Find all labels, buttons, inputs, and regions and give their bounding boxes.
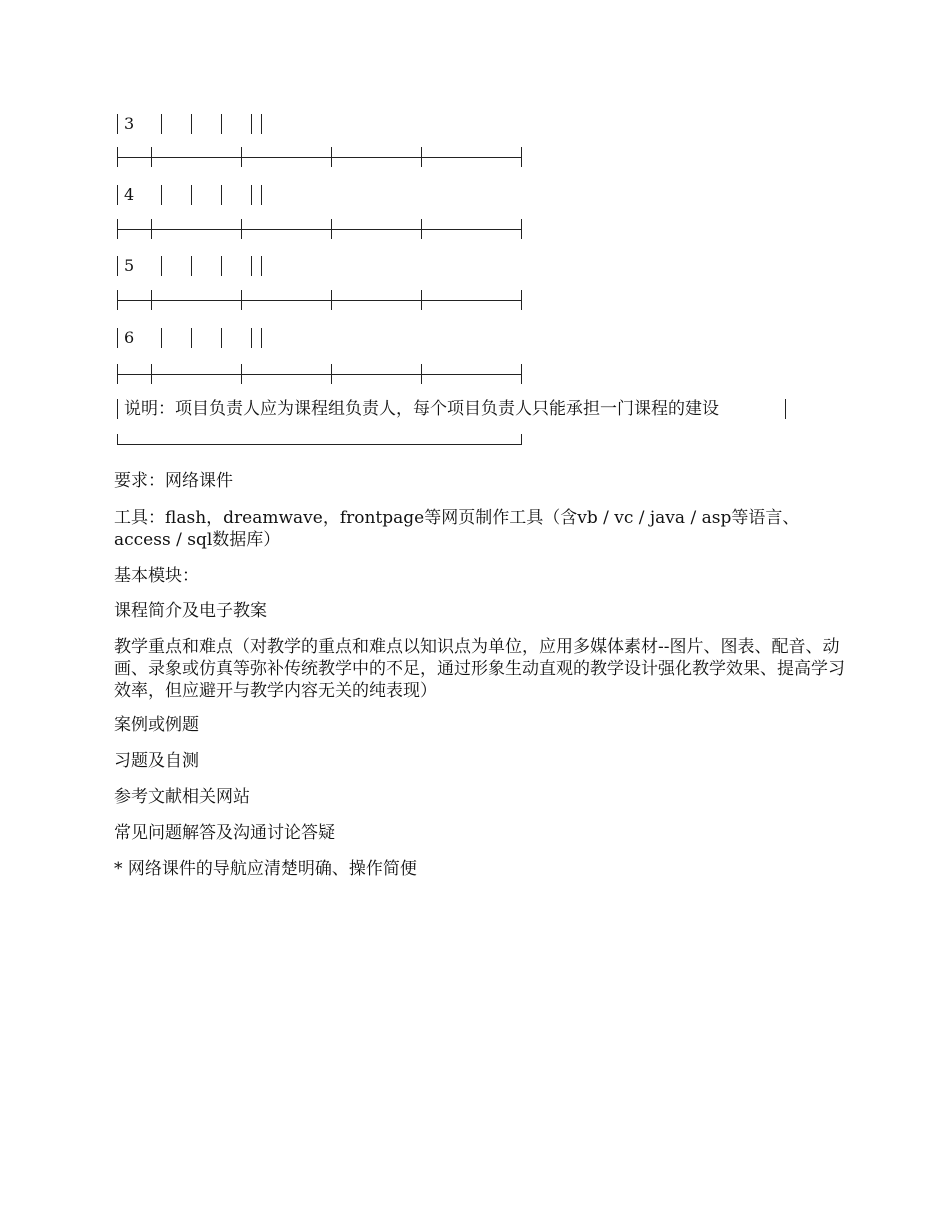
- module-item: 习题及自测: [114, 751, 199, 771]
- module-item: 课程简介及电子教案: [114, 601, 267, 621]
- module-item: 教学重点和难点（对教学的重点和难点以知识点为单位，应用多媒体素材--图片、图表、配音、动画、录象或仿真等弥补传统教学中的不足，通过形象生动直观的教学设计强化教学效果、提高学习效率，但应避开与教学内容无关的纯表现）: [114, 637, 845, 701]
- table-note: 说明：项目负责人应为课程组负责人，每个项目负责人只能承担一门课程的建设: [124, 399, 719, 419]
- module-item: 案例或例题: [114, 715, 199, 735]
- row-number: 3: [124, 114, 135, 133]
- row-number: 5: [124, 256, 135, 275]
- requirement-paragraph: 要求：网络课件: [114, 471, 233, 491]
- row-number: 6: [124, 328, 135, 347]
- module-item: 常见问题解答及沟通讨论答疑: [114, 823, 335, 843]
- footnote: * 网络课件的导航应清楚明确、操作简便: [114, 859, 417, 879]
- tools-paragraph: 工具：flash，dreamwave，frontpage等网页制作工具（含vb / vc / java / asp等语言、access / sql数据库）: [114, 508, 800, 550]
- modules-heading: 基本模块：: [114, 566, 199, 586]
- module-item: 参考文献相关网站: [114, 787, 250, 807]
- row-number: 4: [124, 185, 135, 204]
